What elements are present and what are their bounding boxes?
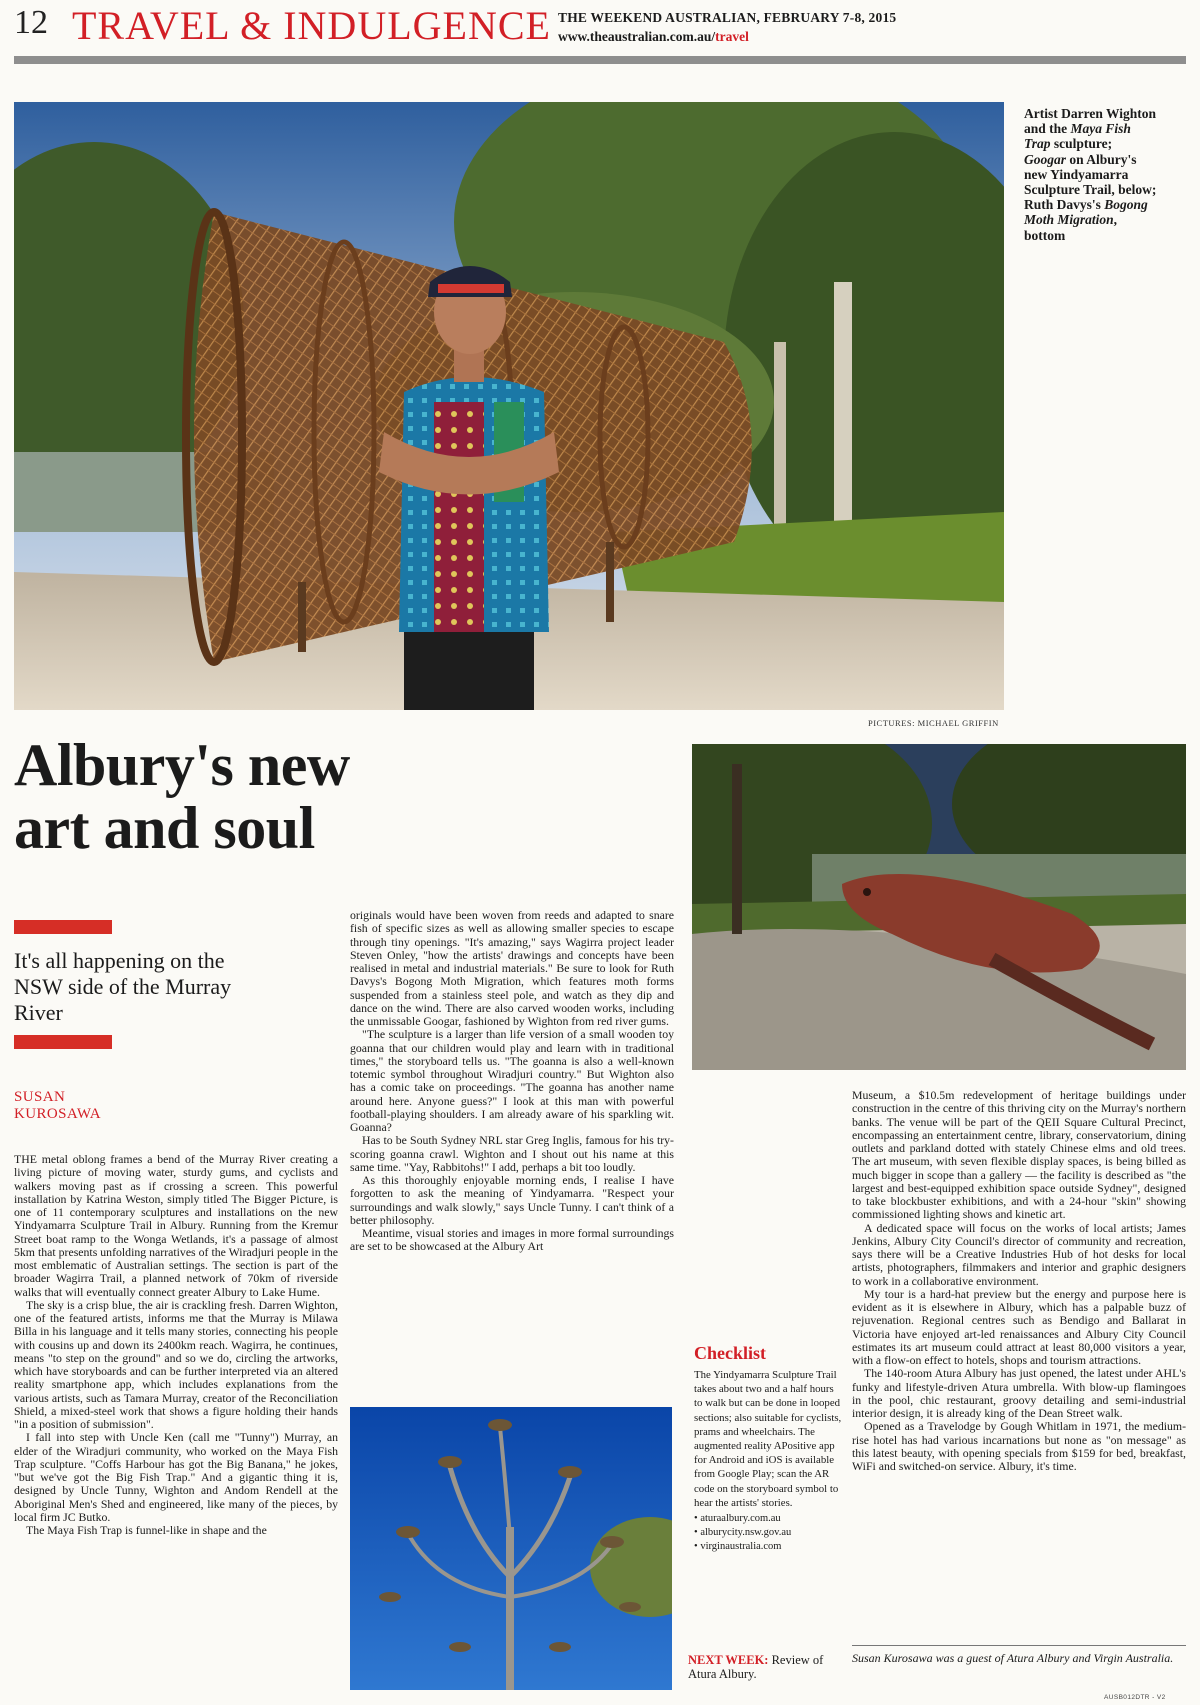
link-atura-albury[interactable]: • aturaalbury.com.au xyxy=(694,1512,842,1526)
caption-l8b: , xyxy=(1113,212,1118,228)
url-base: www.theaustralian.com.au/ xyxy=(558,29,716,44)
hero-caption xyxy=(1024,106,1186,243)
byline-last: KUROSAWA xyxy=(14,1106,102,1122)
caption-l4b: on Albury's xyxy=(1066,151,1137,167)
hero-photo-fish-trap xyxy=(14,102,1004,710)
caption-l3b: sculpture; xyxy=(1050,136,1113,152)
col2-para: originals would have been woven from reeds and adapted to snare fish of specific sizes as well as allowing smaller species to escape through tiny openings. "It's amazing," says Wagirra project leader Steven Onley, "how the artists' drawings and concepts have been realised in metal and industrial materials." Be sure to look for Ruth Davys's Bogong Moth Migration, which features moth forms suspended from a stainless steel pole, and watch as they dip and dance on the wind. There are also carved wooden works, including the unmissable Googar, fashioned by Wighton from red river gums. xyxy=(350,908,674,1028)
caption-l6: Sculpture Trail, below; xyxy=(1024,182,1157,198)
checklist-body: The Yindyamarra Sculpture Trail takes about two and a half hours to walk but can be done in looped sections; also suitable for cyclists, prams and wheelchairs. The augmented reality APositive app for Android and iOS is available from Google Play; scan the AR code on the storyboard symbol to hear the artists' stories. xyxy=(694,1369,842,1509)
caption-l4a: Googar xyxy=(1024,151,1067,167)
masthead-rule xyxy=(14,56,1186,64)
article-column-2 xyxy=(350,909,674,1254)
col1-para: THE metal oblong frames a bend of the Murray River creating a living picture of moving water, sturdy gums, and cyclists and walkers moving past as if crossing a screen. This powerful installation by Katrina Weston, simply titled The Bigger Picture, is one of 11 contemporary sculptures and installations on the new Yindyamarra Sculpture Trail in Albury. Running from the Kremur Street boat ramp to the Wonga Wetlands, it's a passage of almost 5km that presents unfolding narratives of the Wiradjuri people in the most emblematic of Australian settings. The section is part of the broader Wagirra Trail, a planned network of 70km of riverside walks that will eventually connect greater Albury to Lake Hume. xyxy=(14,1152,338,1299)
col2-para: Has to be South Sydney NRL star Greg Inglis, famous for his try-scoring goanna crawl. Wighton and I shout out his name at this same time. "Yay, Rabbitohs!" I add, perhaps a bit too loudly. xyxy=(350,1133,674,1174)
col1-para: The sky is a crisp blue, the air is crackling fresh. Darren Wighton, one of the featured artists, informs me that the Murray is Milawa Billa in his language and it tells many stories, connecting his people with cousins up and down its 2400km reach. Wagirra, he continues, means "to step on the ground" and so we do, circling the artworks, which have storyboards and can be further interpreted via an altered reality smartphone app, which includes explanations from the various artists, such as Tamara Murray, creator of the Reconciliation Shield, a mixed-steel work that shows a figure holding their hands "in a position of submission". xyxy=(14,1297,338,1431)
caption-l9: bottom xyxy=(1024,227,1066,243)
checklist-box xyxy=(694,1343,842,1554)
next-week-label: NEXT WEEK: xyxy=(688,1653,769,1667)
section-url[interactable] xyxy=(558,29,749,45)
link-virgin-australia[interactable]: • virginaustralia.com xyxy=(694,1540,842,1554)
col3-para: My tour is a hard-hat preview but the energy and purpose here is evident as it is elsewhere in Albury, which has a palpable buzz of rejuvenation. Regional centres such as Bendigo and Ballarat in Victoria have enjoyed art-led renaissances and Albury City Council estimates its art museum could attract at least 80,000 visitors a year, with a flow-on effect to hotels, shops and tourism attractions. xyxy=(852,1286,1186,1367)
article-column-3 xyxy=(852,1089,1186,1473)
col3-para: The 140-room Atura Albury has just opened, the latest under AHL's funky and lifestyle-driven Atura umbrella. With blow-up flamingoes in the pool, chic restaurant, groovy detailing and semi-industrial interior design, it is already king of the Dean Street walk. xyxy=(852,1366,1186,1420)
col2-para: "The sculpture is a larger than life version of a small wooden toy goanna that our children would play and learn with in traditional times," the storyboard tells us. "The goanna is also a well-known totemic symbol throughout Wiradjuri country." But Wighton also has a comic take on proceedings. "The goanna has another name around here. Anyone guess?" I look at this man with powerful football-playing shoulders. I am already aware of his sparkling wit. Goanna? xyxy=(350,1027,674,1134)
col3-para: A dedicated space will focus on the works of local artists; James Jenkins, Albury City Council's director of community and recreation, says there will be a Creative Industries Hub of hot desks for local artists, photographers, filmmakers and interior and graphic designers to work in a collaborative environment. xyxy=(852,1220,1186,1288)
caption-l7b: Bogong xyxy=(1104,197,1148,213)
next-week-text: Review of Atura Albury. xyxy=(688,1653,824,1681)
photo-credit: PICTURES: MICHAEL GRIFFIN xyxy=(868,718,999,728)
footnote-rule xyxy=(852,1645,1186,1646)
checklist-links xyxy=(694,1512,842,1554)
byline-first: SUSAN xyxy=(14,1089,66,1105)
caption-l1: Artist Darren Wighton xyxy=(1024,106,1157,121)
col1-para: I fall into step with Uncle Ken (call me "Tunny") Murray, an elder of the Wiradjuri community, who worked on the Maya Fish Trap sculpture. "Coffs Harbour has got the Big Banana," he jokes, "but we've got the Big Fish Trap." And a gigantic thing it is, designed by Uncle Tunny, Wighton and Andom Rendell at the Aboriginal Men's Shed and engineered, like many of the pieces, by local firm JC Butko. xyxy=(14,1430,338,1524)
photo-googar-goanna xyxy=(692,744,1186,1070)
headline-line1: Albury's new xyxy=(14,732,350,798)
paper-dateline: THE WEEKEND AUSTRALIAN, FEBRUARY 7-8, 2015 xyxy=(558,10,897,25)
caption-l3a: Trap xyxy=(1024,136,1051,152)
link-albury-city[interactable]: • alburycity.nsw.gov.au xyxy=(694,1526,842,1540)
red-rule-bottom xyxy=(14,1035,112,1049)
caption-l2a: and the xyxy=(1024,121,1071,137)
byline xyxy=(14,1089,214,1123)
headline xyxy=(14,734,484,860)
page-code: AUSB012DTR - V2 xyxy=(1104,1694,1166,1701)
col3-para: Museum, a $10.5m redevelopment of heritage buildings under construction in the centre of this thriving city on the Murray's northern banks. The venue will be part of the QEII Square Cultural Precinct, encompassing an entertainment centre, library, conservatorium, dining outlets and parkland dotted with stately Chinese elms and old trees. The art museum, with seven flexible display spaces, is being billed as much bigger in scope than a gallery — the facility is described as "the largest and best-equipped exhibition space outside Sydney", designed to take blockbuster exhibitions, and with a 24-hour "skin" showing commissioned lighting shows and kinetic art. xyxy=(852,1088,1186,1222)
caption-l7a: Ruth Davys's xyxy=(1024,197,1105,213)
col3-para: Opened as a Travelodge by Gough Whitlam in 1971, the medium-rise hotel has had various incarnations but none as "on message" as this latest beauty, with opening specials from $159 for bed, breakfast, WiFi and switched-on service. Albury, it's time. xyxy=(852,1419,1186,1473)
headline-line2: art and soul xyxy=(14,795,315,861)
checklist-title: Checklist xyxy=(694,1343,766,1363)
col1-para: The Maya Fish Trap is funnel-like in shape and the xyxy=(26,1523,267,1537)
section-title: TRAVEL & INDULGENCE xyxy=(72,3,551,48)
caption-l2b: Maya Fish xyxy=(1070,121,1131,137)
article-column-1 xyxy=(14,1153,338,1537)
url-section: travel xyxy=(715,29,749,44)
caption-l5: new Yindyamarra xyxy=(1024,166,1129,182)
red-rule-top xyxy=(14,920,112,934)
col2-para: As this thoroughly enjoyable morning ends, I realise I have forgotten to ask the meaning of Yindyamarra. "Respect your surroundings and walk slowly," says Uncle Tunny. I can't think of a better philosophy. xyxy=(350,1173,674,1227)
standfirst: It's all happening on the NSW side of the Murray River xyxy=(14,948,232,1025)
photo-bogong-moth-migration xyxy=(350,1407,672,1690)
next-week-teaser xyxy=(688,1653,848,1681)
page-number: 12 xyxy=(14,4,48,41)
col2-para: Meantime, visual stories and images in more formal surroundings are set to be showcased at the Albury Art xyxy=(350,1226,674,1254)
caption-l8a: Moth Migration xyxy=(1024,212,1114,228)
author-footnote: Susan Kurosawa was a guest of Atura Albury and Virgin Australia. xyxy=(852,1651,1174,1665)
